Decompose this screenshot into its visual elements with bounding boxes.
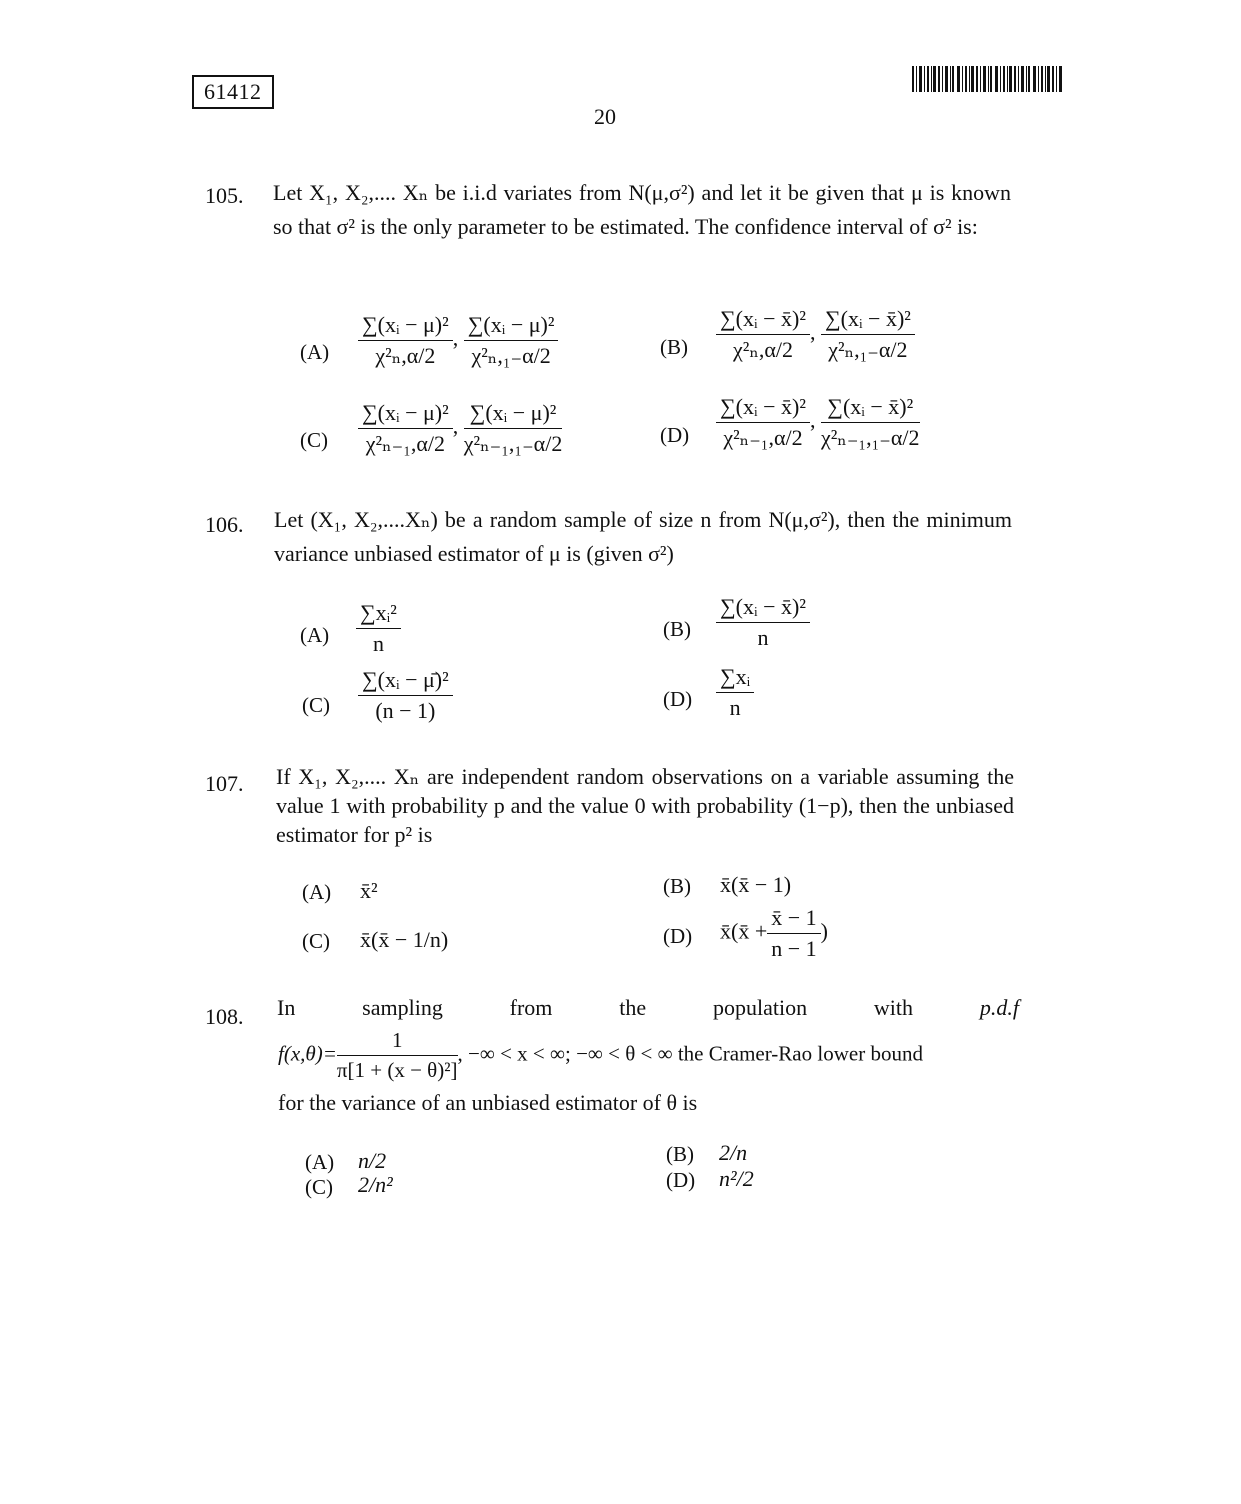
denominator: n − 1 bbox=[771, 936, 817, 961]
numerator: ∑(xᵢ − x̄)² bbox=[716, 306, 810, 335]
denominator: π[1 + (x − θ)²] bbox=[336, 1058, 458, 1082]
option-label: (C) bbox=[300, 428, 328, 452]
option-label: (A) bbox=[302, 880, 332, 904]
denominator: χ²ₙ₋₁,α/2 bbox=[365, 431, 446, 456]
word: sampling bbox=[362, 995, 443, 1020]
option-label: (A) bbox=[305, 1150, 335, 1174]
option-expression: $\frac{\text{∑(xᵢ − x̄)²}}{\text{χ²ₙ₋₁,α/2}}$ , $\frac{\text{∑(xᵢ − x̄)²}}{\text{χ²ₙ₋₁,₁₋α/2}}$ bbox=[716, 394, 920, 451]
expr-suffix: ) bbox=[820, 918, 828, 944]
numerator: ∑xᵢ² bbox=[356, 600, 401, 629]
barcode bbox=[912, 66, 1064, 92]
denominator: χ²ₙ₋₁,₁₋α/2 bbox=[463, 431, 563, 456]
denominator: χ²ₙ,α/2 bbox=[375, 343, 436, 368]
option-expression: x̄(x̄ − 1) bbox=[720, 872, 792, 897]
question-text: Let (X₁, X₂,....Xₙ) be a random sample of size n from N(μ,σ²), then the minimum variance unbiased estimator of μ is (given σ²) bbox=[274, 507, 1012, 566]
question-number: 108. bbox=[205, 1004, 244, 1029]
numerator: ∑xᵢ bbox=[716, 664, 754, 693]
option-expression: x̄² bbox=[360, 878, 378, 903]
pdf-formula bbox=[278, 1028, 923, 1083]
denominator: n bbox=[372, 631, 384, 656]
option-expression: n/2 bbox=[358, 1148, 387, 1173]
option-label: (C) bbox=[305, 1175, 333, 1199]
question-number: 106. bbox=[205, 512, 244, 537]
numerator: ∑(xᵢ − μ)² bbox=[464, 400, 563, 429]
numerator: ∑(xᵢ − μ)² bbox=[464, 312, 559, 341]
option-label: (B) bbox=[663, 617, 691, 641]
question-text: Let X₁, X₂,.... Xₙ be i.i.d variates from N(μ,σ²) and let it be given that μ is known so that σ² is the only parameter to be estimated. The confidence interval of σ² is: bbox=[273, 180, 1011, 239]
question-tail-text: for the variance of an unbiased estimator of θ is bbox=[278, 1090, 698, 1115]
option-expression: $\frac{\text{∑(xᵢ − x̄)²}}{\text{χ²ₙ,α/2}}$ , $\frac{\text{∑(xᵢ − x̄)²}}{\text{χ²ₙ,₁₋α/2}}$ bbox=[716, 306, 915, 363]
option-expression: $\frac{\text{∑(xᵢ − μ)²}}{\text{χ²ₙ,α/2}}$ , $\frac{\text{∑(xᵢ − μ)²}}{\text{χ²ₙ,₁₋α/2}}$ bbox=[358, 312, 558, 369]
option-label: (A) bbox=[300, 340, 330, 364]
option-expression: 2/n² bbox=[358, 1172, 393, 1197]
numerator: x̄ − 1 bbox=[767, 905, 820, 934]
word: population bbox=[712, 995, 808, 1020]
formula-rhs: , −∞ < x < ∞; −∞ < θ < ∞ the Cramer-Rao lower bound bbox=[457, 1041, 923, 1066]
option-label: (D) bbox=[663, 687, 693, 711]
denominator: n bbox=[729, 695, 741, 720]
option-expression bbox=[356, 600, 401, 657]
word: In bbox=[277, 995, 296, 1020]
option-expression bbox=[716, 594, 810, 651]
option-expression: $\frac{\text{∑(xᵢ − μ)²}}{\text{χ²ₙ₋₁,α/2}}$ , $\frac{\text{∑(xᵢ − μ)²}}{\text{χ²ₙ₋₁,₁₋α/2}}$ bbox=[358, 400, 562, 457]
option-expression bbox=[358, 667, 453, 724]
word: with bbox=[873, 995, 914, 1020]
option-label: (A) bbox=[300, 623, 330, 647]
option-label: (B) bbox=[666, 1142, 694, 1166]
option-label: (D) bbox=[660, 423, 690, 447]
option-label: (C) bbox=[302, 693, 330, 717]
option-label: (B) bbox=[660, 335, 688, 359]
page-number: 20 bbox=[594, 104, 616, 129]
option-expression: x̄(x̄ − 1/n) bbox=[360, 927, 449, 952]
denominator: χ²ₙ,₁₋α/2 bbox=[828, 337, 908, 362]
numerator: ∑(xᵢ − x̄)² bbox=[821, 306, 915, 335]
denominator: χ²ₙ₋₁,₁₋α/2 bbox=[820, 425, 920, 450]
formula-lhs: f(x,θ)= bbox=[278, 1041, 337, 1066]
word: p.d.f bbox=[979, 995, 1019, 1020]
option-label: (B) bbox=[663, 874, 691, 898]
word: the bbox=[619, 995, 647, 1020]
expr-prefix: x̄(x̄ + bbox=[720, 918, 768, 944]
numerator: ∑(xᵢ − x̄)² bbox=[821, 394, 920, 423]
option-label: (C) bbox=[302, 929, 330, 953]
question-first-line bbox=[277, 995, 1019, 1021]
option-expression: 2/n bbox=[719, 1140, 748, 1165]
question-text: If X₁, X₂,.... Xₙ are independent random observations on a variable assuming the value 1 with probability p and the value 0 with probability (1−p), then the unbiased estimator for p² is bbox=[276, 764, 1014, 847]
option-expression bbox=[720, 905, 828, 962]
numerator: ∑(xᵢ − μ̄)² bbox=[358, 667, 453, 696]
word: from bbox=[509, 995, 553, 1020]
denominator: (n − 1) bbox=[375, 698, 436, 723]
numerator: ∑(xᵢ − x̄)² bbox=[716, 394, 810, 423]
question-number: 107. bbox=[205, 771, 244, 796]
question-number: 105. bbox=[205, 183, 244, 208]
numerator: ∑(xᵢ − μ)² bbox=[358, 400, 453, 429]
numerator: 1 bbox=[337, 1028, 458, 1056]
option-label: (D) bbox=[666, 1168, 696, 1192]
numerator: ∑(xᵢ − μ)² bbox=[358, 312, 453, 341]
paper-code: 61412 bbox=[192, 75, 274, 109]
denominator: χ²ₙ,₁₋α/2 bbox=[471, 343, 551, 368]
numerator: ∑(xᵢ − x̄)² bbox=[716, 594, 810, 623]
option-label: (D) bbox=[663, 924, 693, 948]
denominator: χ²ₙ,α/2 bbox=[732, 337, 793, 362]
option-expression: n²/2 bbox=[719, 1166, 754, 1191]
denominator: χ²ₙ₋₁,α/2 bbox=[723, 425, 803, 450]
option-expression bbox=[716, 664, 754, 721]
denominator: n bbox=[757, 625, 769, 650]
